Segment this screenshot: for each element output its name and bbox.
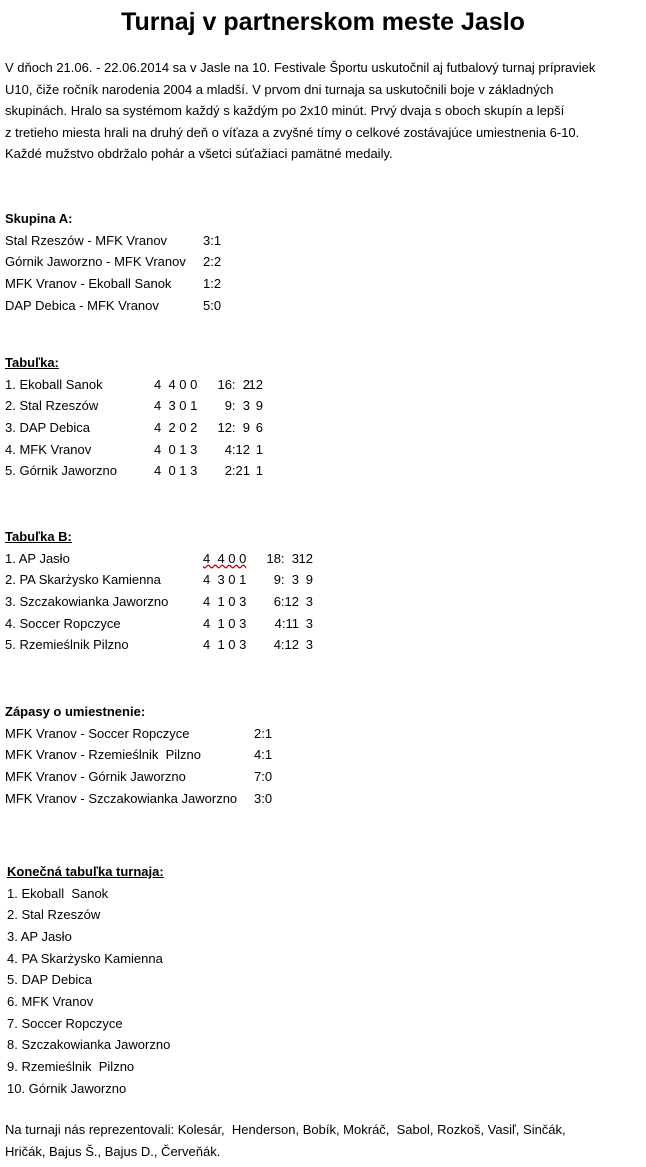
- table-b-heading: Tabuľka B:: [5, 529, 72, 544]
- table-row: [5, 395, 305, 417]
- group-a-heading: Skupina A:: [5, 211, 73, 226]
- team-goals: 4:12: [273, 637, 299, 653]
- team-points: 6: [255, 419, 263, 435]
- intro-line: U10, čiže ročník narodenia 2004 a mladší. V prvom dni turnaja sa uskutočnili boje v základných: [5, 81, 554, 97]
- intro-line: z tretieho miesta hrali na druhý deň o víťaza a zvyšné tímy o celkové zostávajúce umiestnenia 6-10.: [5, 124, 580, 140]
- team-name: 4. Soccer Ropczyce: [5, 615, 121, 631]
- team-points: 3: [305, 637, 313, 653]
- team-goals: 6:12: [273, 593, 299, 609]
- team-points: 12: [298, 550, 313, 566]
- team-record: 4 3 0 1: [154, 398, 198, 414]
- match-score: 3:0: [254, 790, 273, 806]
- match-score: 2:1: [254, 725, 273, 741]
- table-a-section: [5, 352, 305, 482]
- match-score: 1:2: [203, 275, 222, 291]
- team-name: 1. AP Jasło: [5, 550, 70, 566]
- final-table-item: 6. MFK Vranov: [7, 994, 94, 1010]
- intro-line: skupinách. Hralo sa systémom každý s každým po 2x10 minút. Prvý dvaja s oboch skupín a lepší: [5, 103, 565, 119]
- match-score: 5:0: [203, 297, 222, 313]
- team-name: 2. Stal Rzeszów: [5, 398, 99, 414]
- team-points: 3: [305, 615, 313, 631]
- final-table-item: 8. Szczakowianka Jaworzno: [7, 1037, 171, 1053]
- team-goals: 2:21: [224, 463, 250, 479]
- match-row: [5, 766, 325, 788]
- table-row: [5, 548, 345, 570]
- team-points: 1: [255, 441, 263, 457]
- table-row: [5, 591, 345, 613]
- team-goals: 9: 3: [224, 398, 250, 414]
- team-name: 2. PA Skarżysko Kamienna: [5, 572, 161, 588]
- final-table-item: 7. Soccer Ropczyce: [7, 1015, 123, 1031]
- team-name: 5. Rzemieślnik Pilzno: [5, 637, 129, 653]
- match-row: [5, 295, 305, 317]
- table-row: [5, 569, 345, 591]
- team-name: 5. Górnik Jaworzno: [5, 463, 117, 479]
- intro-line: V dňoch 21.06. - 22.06.2014 sa v Jasle na 10. Festivale Športu uskutočnil aj futbalový turnaj prípraviek: [5, 60, 596, 75]
- final-table-item: 9. Rzemieślnik Pilzno: [7, 1059, 135, 1075]
- match-teams: Górnik Jaworzno - MFK Vranov: [5, 254, 186, 270]
- page-title: Turnaj v partnerskom meste Jaslo: [121, 8, 525, 36]
- match-row: [5, 273, 305, 295]
- team-record: 4 1 0 3: [203, 593, 247, 609]
- team-record: 4 1 0 3: [203, 615, 247, 631]
- team-name: 1. Ekoball Sanok: [5, 376, 103, 392]
- placement-section: [5, 701, 325, 809]
- team-points: 1: [255, 463, 263, 479]
- match-teams: MFK Vranov - Soccer Ropczyce: [5, 725, 190, 741]
- team-record: 4 0 1 3: [154, 463, 198, 479]
- final-table-item: 10. Górnik Jaworzno: [7, 1080, 127, 1096]
- team-points: 3: [305, 593, 313, 609]
- table-b-section: [5, 526, 345, 656]
- team-goals: 18: 3: [266, 550, 299, 566]
- match-teams: MFK Vranov - Rzemieślnik Pilzno: [5, 747, 202, 763]
- intro-line: Každé mužstvo obdržalo pohár a všetci súťažiaci pamätné medaily.: [5, 146, 393, 162]
- team-goals: 9: 3: [273, 572, 299, 588]
- team-record: 4 4 0 0: [203, 550, 247, 566]
- final-table-item: 2. Stal Rzeszów: [7, 907, 101, 923]
- team-record: 4 1 0 3: [203, 637, 247, 653]
- team-record: 4 3 0 1: [203, 572, 247, 588]
- match-row: [5, 723, 325, 745]
- representatives-line: Na turnaji nás reprezentovali: Kolesár, Henderson, Bobík, Mokráč, Sabol, Rozkoš, Vasiľ, Sinčák,: [5, 1122, 566, 1137]
- final-table-item: 1. Ekoball Sanok: [7, 885, 109, 901]
- table-row: [5, 613, 345, 635]
- intro-paragraph: [5, 57, 645, 165]
- placement-heading: Zápasy o umiestnenie:: [5, 704, 146, 719]
- match-row: [5, 788, 325, 810]
- table-row: [5, 439, 305, 461]
- team-name: 4. MFK Vranov: [5, 441, 92, 457]
- team-goals: 16: 2: [217, 376, 250, 392]
- team-name: 3. DAP Debica: [5, 419, 91, 435]
- final-table-item: 3. AP Jasło: [7, 928, 72, 944]
- table-a-heading: Tabuľka:: [5, 355, 59, 370]
- team-record: 4 0 1 3: [154, 441, 198, 457]
- match-score: 3:1: [203, 232, 222, 248]
- match-teams: MFK Vranov - Ekoball Sanok: [5, 275, 172, 291]
- team-points: 9: [255, 398, 263, 414]
- match-teams: MFK Vranov - Górnik Jaworzno: [5, 768, 186, 784]
- match-teams: DAP Debica - MFK Vranov: [5, 297, 159, 313]
- table-row: [5, 460, 305, 482]
- match-row: [5, 744, 325, 766]
- representatives-paragraph: [5, 1119, 645, 1162]
- team-points: 9: [305, 572, 313, 588]
- representatives-line: Hričák, Bajus Š., Bajus D., Červeňák.: [5, 1143, 221, 1159]
- team-goals: 12: 9: [217, 419, 250, 435]
- match-score: 7:0: [254, 768, 273, 784]
- team-record: 4 2 0 2: [154, 419, 198, 435]
- final-table-section: [7, 861, 307, 1099]
- team-record: 4 4 0 0: [154, 376, 198, 392]
- match-teams: MFK Vranov - Szczakowianka Jaworzno: [5, 790, 238, 806]
- match-teams: Stal Rzeszów - MFK Vranov: [5, 232, 168, 248]
- table-row: [5, 374, 305, 396]
- match-score: 4:1: [254, 747, 273, 763]
- match-row: [5, 251, 305, 273]
- match-score: 2:2: [203, 254, 222, 270]
- team-points: 12: [248, 376, 263, 392]
- team-name: 3. Szczakowianka Jaworzno: [5, 593, 169, 609]
- team-goals: 4:12: [224, 441, 250, 457]
- final-table-item: 5. DAP Debica: [7, 972, 93, 988]
- team-goals: 4:11: [274, 615, 299, 631]
- final-table-heading: Konečná tabuľka turnaja:: [7, 864, 164, 879]
- final-table-item: 4. PA Skarżysko Kamienna: [7, 950, 163, 966]
- group-a-section: [5, 208, 305, 316]
- table-row: [5, 417, 305, 439]
- match-row: [5, 230, 305, 252]
- table-row: [5, 634, 345, 656]
